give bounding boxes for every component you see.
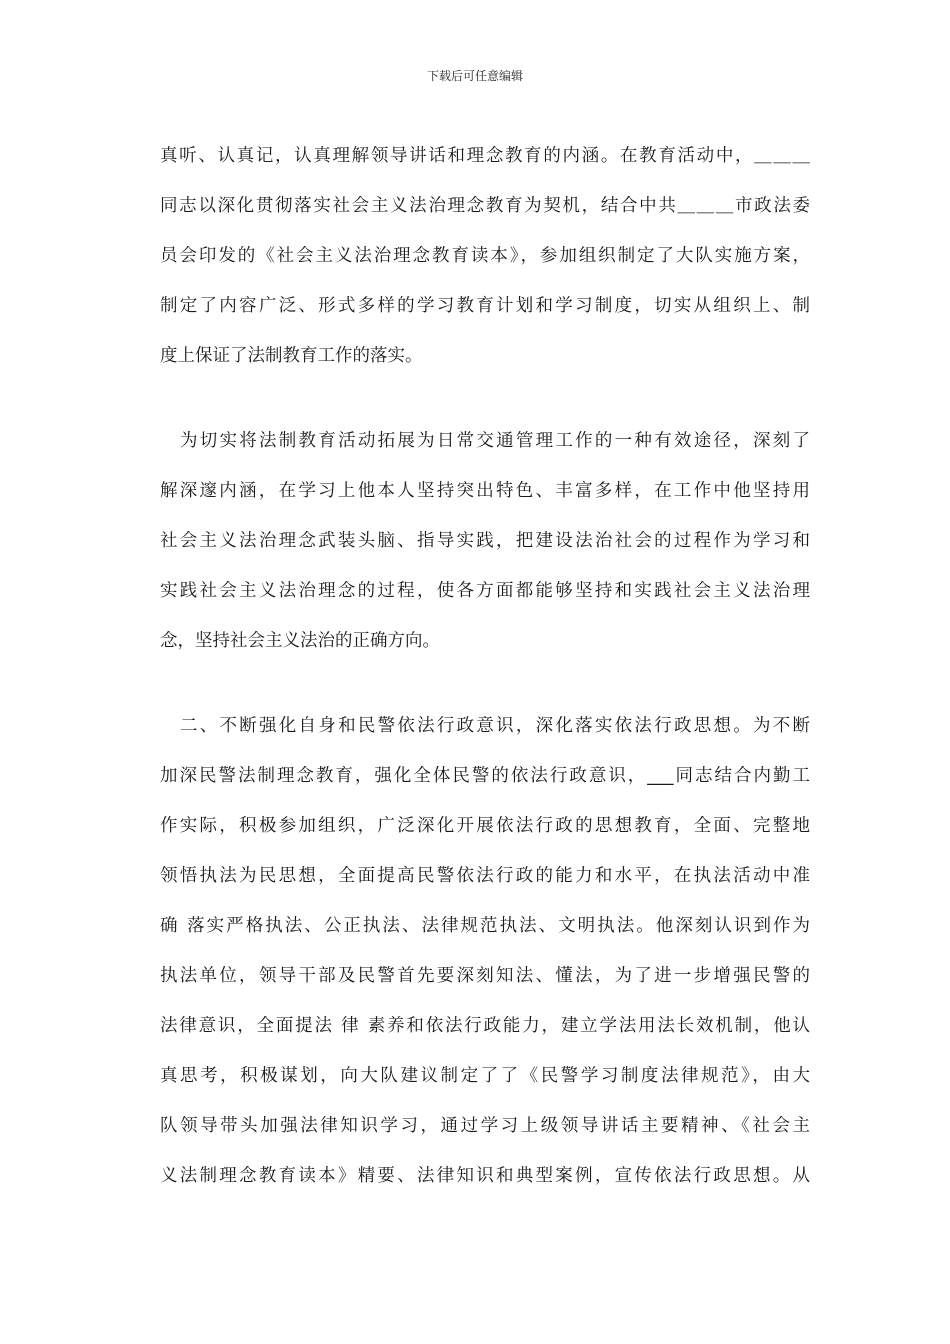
paragraph-3-line-10: 义法制理念教育读本》精要、法律知识和典型案例，宣传依法行政思想。从 — [160, 1166, 810, 1186]
paragraph-3-line-3: 作实际，积极参加组织，广泛深化开展依法行政的思想教育，全面、完整地 — [160, 816, 810, 836]
paragraph-1-line-1: 真听、认真记，认真理解领导讲话和理念教育的内涵。在教育活动中，＿＿＿ — [160, 146, 810, 166]
paragraph-3-line-9: 队领导带头加强法律知识学习，通过学习上级领导讲话主要精神、《社会主 — [160, 1116, 810, 1136]
page-header: 下载后可任意编辑 — [426, 69, 523, 83]
paragraph-2-line-5: 念，坚持社会主义法治的正确方向。 — [160, 631, 440, 651]
paragraph-2-line-1: 为切实将法制教育活动拓展为日常交通管理工作的一种有效途径，深刻了 — [180, 431, 810, 451]
paragraph-2-line-4: 实践社会主义法治理念的过程，使各方面都能够坚持和实践社会主义法治理 — [160, 581, 810, 601]
paragraph-2-line-2: 解深邃内涵，在学习上他本人坚持突出特色、丰富多样，在工作中他坚持用 — [160, 481, 810, 501]
paragraph-3-line-7: 法律意识，全面提法 律 素养和依法行政能力，建立学法用法长效机制，他认 — [160, 1016, 810, 1036]
paragraph-3-line-4: 领悟执法为民思想，全面提高民警依法行政的能力和水平，在执法活动中准 — [160, 866, 810, 886]
paragraph-1-line-4: 制定了内容广泛、形式多样的学习教育计划和学习制度，切实从组织上、制 — [160, 296, 810, 316]
paragraph-3-line-1: 二、不断强化自身和民警依法行政意识，深化落实依法行政思想。为不断 — [180, 716, 810, 736]
paragraph-3-line-5: 确 落实严格执法、公正执法、法律规范执法、文明执法。他深刻认识到作为 — [160, 916, 810, 936]
paragraph-3-line-8: 真思考，积极谋划，向大队建议制定了了《民警学习制度法律规范》，由大 — [160, 1066, 810, 1086]
paragraph-3-line-6: 执法单位，领导干部及民警首先要深刻知法、懂法，为了进一步增强民警的 — [160, 966, 810, 986]
paragraph-1-line-5: 度上保证了法制教育工作的落实。 — [160, 346, 423, 366]
paragraph-1-line-3: 员会印发的《社会主义法治理念教育读本》，参加组织制定了大队实施方案， — [160, 246, 810, 266]
paragraph-2-line-3: 社会主义法治理念武装头脑、指导实践，把建设法治社会的过程作为学习和 — [160, 531, 810, 551]
paragraph-1-line-2: 同志以深化贯彻落实社会主义法治理念教育为契机，结合中共＿＿＿市政法委 — [160, 196, 810, 216]
paragraph-3-line-2: 加深民警法制理念教育，强化全体民警的依法行政意识，___同志结合内勤工 — [160, 766, 810, 786]
